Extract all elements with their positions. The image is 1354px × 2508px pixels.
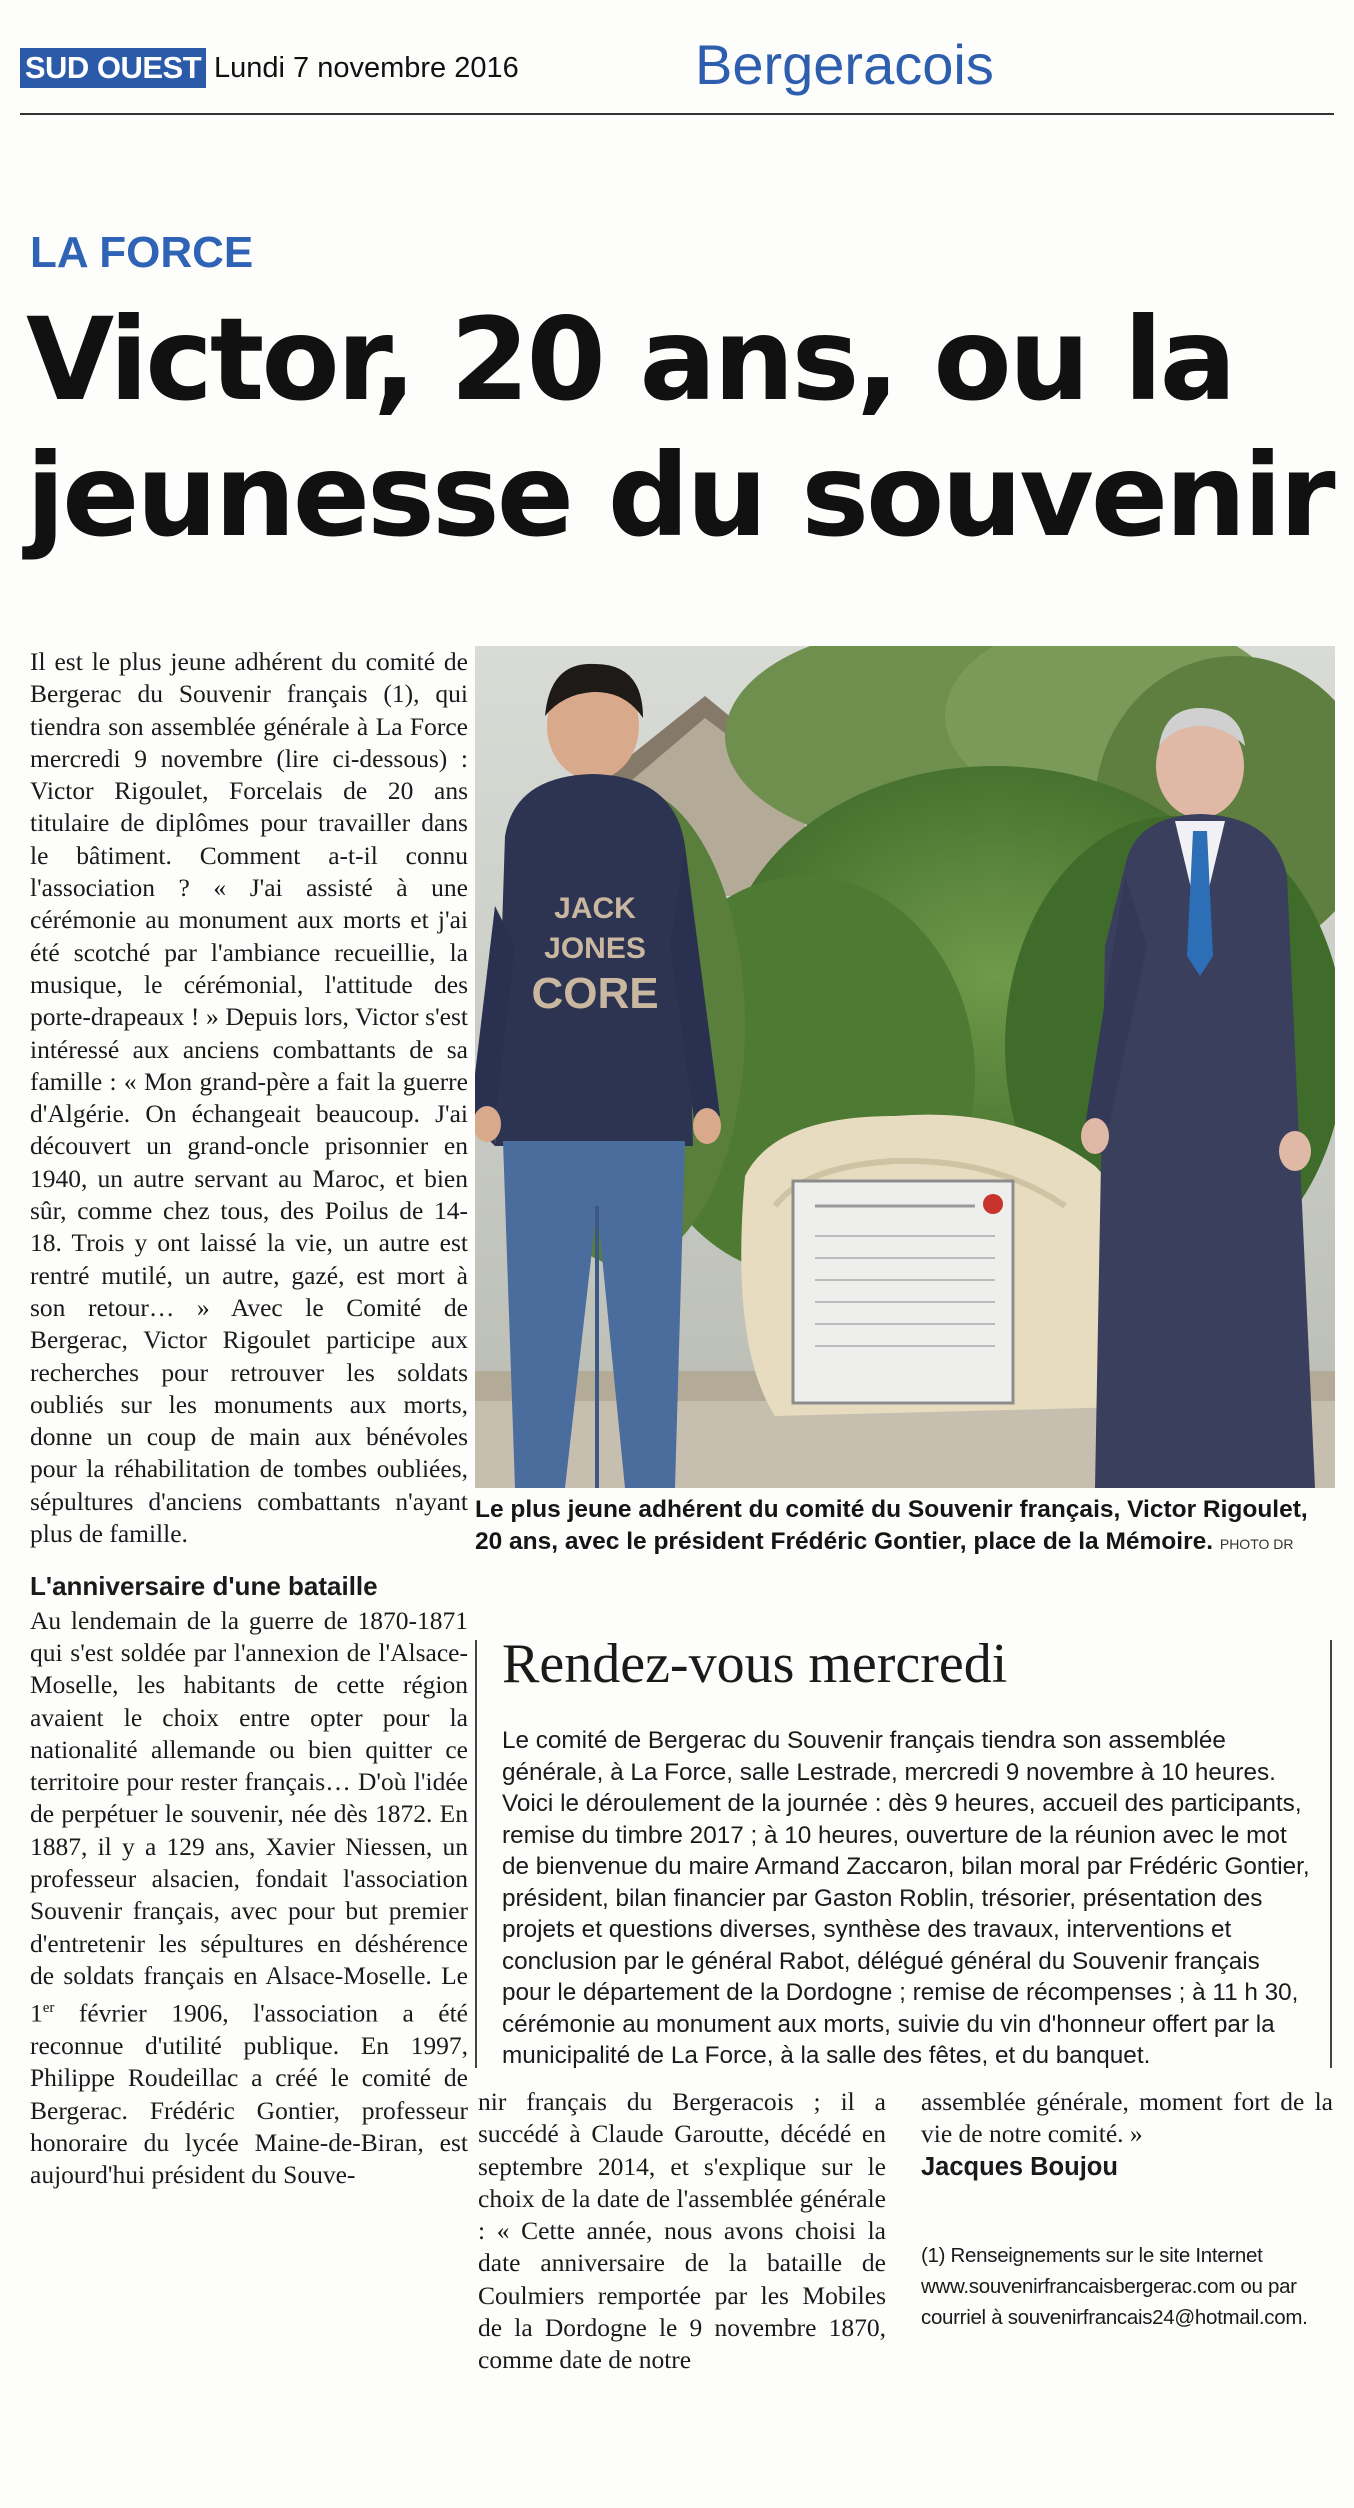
masthead-rule: [20, 113, 1334, 115]
sweatshirt-print-3: CORE: [531, 969, 659, 1018]
article-photo: [475, 646, 1335, 1488]
article-paragraph: [30, 1605, 468, 2192]
issue-date: Lundi 7 novembre 2016: [214, 52, 519, 84]
paragraph-text: Au lendemain de la guerre de 1870-1871 qui s'est soldée par l'annexion de l'Alsace-Moselle, les habitants de cette région avaient le choix entre opter pour la nationalité allemande ou bien quitter ce territoire pour rester français… D'où l'idée de perpétuer le souvenir, née dès 1872. En 1887, il y a 129 ans, Xavier Niessen, un professeur alsacien, fondait l'association Souvenir français, avec pour but premier d'entretenir les sépultures en déshérence de soldats français en Alsace-Moselle. Le 1: [30, 1605, 468, 2028]
sweatshirt-print-1: JACK: [554, 892, 636, 925]
photo-caption: [475, 1494, 1325, 1560]
brand-logo: SUD OUEST: [20, 48, 206, 88]
photo-credit: PHOTO DR: [1219, 1536, 1294, 1552]
box-body: Le comité de Bergerac du Souvenir français tiendra son assemblée générale, à La Force, salle Lestrade, mercredi 9 novembre à 10 heures. Voici le déroulement de la journée : dès 9 heures, accueil des participants, remise du timbre 2017 ; à 10 heures, ouverture de la réunion avec le mot de bienvenue du maire Armand Zaccaron, bilan moral par Frédéric Gontier, président, bilan financier par Gaston Roblin, trésorier, présentation des projets et questions diverses, synthèse des travaux, interventions et conclusion par le général Rabot, délégué général du Souvenir français pour le département de la Dordogne ; remise de récompenses ; à 11 h 30, cérémonie au monument aux morts, suivie du vin d'honneur offert par la municipalité de La Force, à la salle des fêtes, et du banquet.: [502, 1727, 1310, 2069]
article-kicker: LA FORCE: [30, 228, 254, 277]
article-paragraph: assemblée générale, moment fort de la vie de notre comité. »: [921, 2087, 1333, 2149]
article-subhead: L'anniversaire d'une bataille: [30, 1571, 378, 1602]
article-column-2: [478, 2086, 886, 2377]
box-right-rule: [1330, 1640, 1332, 2068]
section-title: Bergeracois: [695, 33, 994, 96]
ordinal-suffix: er: [42, 2000, 55, 2017]
article-column-3: [921, 2086, 1333, 2183]
photo-illustration: [475, 646, 1335, 1488]
article-column-1: [30, 646, 468, 2191]
article-headline: [26, 292, 1336, 564]
sweatshirt-print-2: JONES: [544, 932, 646, 965]
paragraph-text: février 1906, l'association a été reconnue d'utilité publique. En 1997, Philippe Roudeillac a créé le comité de Bergerac. Frédéric Gontier, professeur honoraire du lycée Maine-de-Biran, est aujourd'hui président du Souve-: [30, 1998, 468, 2190]
headline-line-2: jeunesse du souvenir: [26, 429, 1333, 562]
caption-text: Le plus jeune adhérent du comité du Souvenir français, Victor Rigoulet, 20 ans, avec le président Frédéric Gontier, place de la Mémoire.: [475, 1496, 1308, 1555]
box-title: Rendez-vous mercredi: [502, 1633, 1008, 1695]
article-author: Jacques Boujou: [921, 2152, 1118, 2181]
footnote: (1) Renseignements sur le site Internet www.souvenirfrancaisbergerac.com ou par courriel à souvenirfrancais24@hotmail.com.: [921, 2244, 1308, 2329]
headline-line-1: Victor, 20 ans, ou la: [26, 293, 1234, 426]
box-left-rule: [475, 1640, 477, 2068]
article-paragraph: Il est le plus jeune adhérent du comité de Bergerac du Souvenir français (1), qui tiendra son assemblée générale à La Force mercredi 9 novembre (lire ci-dessous) : Victor Rigoulet, Forcelais de 20 ans titulaire de diplômes pour travailler dans le bâtiment. Comment a-t-il connu l'association ? « J'ai assisté à une cérémonie au monument aux morts et j'ai été scotché par l'ambiance recueillie, la musique, le cérémonial, l'attitude des porte-drapeaux ! » Depuis lors, Victor s'est intéressé aux anciens combattants de sa famille : « Mon grand-père a fait la guerre d'Algérie. On échangeait beaucoup. J'ai découvert un grand-oncle prisonnier en 1940, un autre servant au Maroc, et bien sûr, comme chez tous, des Poilus de 14-18. Trois y ont laissé la vie, un autre est rentré mutilé, un autre, gazé, est mort à son retour… » Avec le Comité de Bergerac, Victor Rigoulet participe aux recherches pour retrouver les soldats oubliés sur les monuments aux morts, donne un coup de main aux bénévoles pour la réhabilitation de tombes oubliées, sépultures d'anciens combattants n'ayant plus de famille.: [30, 647, 468, 1549]
article-paragraph: nir français du Bergeracois ; il a succédé à Claude Garoutte, décédé en septembre 2014, et s'explique sur le choix de la date de l'assemblée générale : « Cette année, nous avons choisi la date anniversaire de la bataille de Coulmiers remportée par les Mobiles de la Dordogne le 9 novembre 1870, comme date de notre: [478, 2087, 886, 2375]
